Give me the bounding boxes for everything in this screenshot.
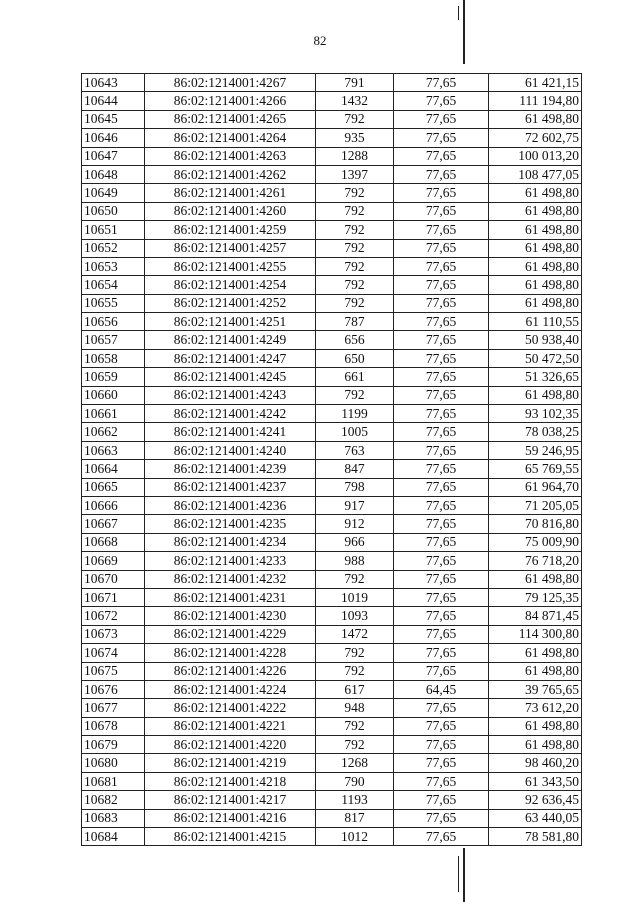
cadastral-number-cell: 86:02:1214001:4265 [145, 110, 316, 128]
row-number-cell: 10682 [82, 791, 145, 809]
amount-cell: 61 964,70 [489, 478, 582, 496]
scan-artifact-line-top-thin [458, 6, 459, 20]
cadastral-number-cell: 86:02:1214001:4243 [145, 386, 316, 404]
amount-cell: 93 102,35 [489, 405, 582, 423]
table-row [82, 129, 582, 147]
amount-cell: 108 477,05 [489, 165, 582, 183]
table-row [82, 809, 582, 827]
area-cell: 792 [316, 717, 394, 735]
cadastral-number-cell: 86:02:1214001:4226 [145, 662, 316, 680]
table-row [82, 607, 582, 625]
area-cell: 1093 [316, 607, 394, 625]
rate-cell: 77,65 [394, 239, 489, 257]
area-cell: 798 [316, 478, 394, 496]
rate-cell: 77,65 [394, 349, 489, 367]
cadastral-number-cell: 86:02:1214001:4251 [145, 313, 316, 331]
rate-cell: 77,65 [394, 570, 489, 588]
cadastral-number-cell: 86:02:1214001:4229 [145, 625, 316, 643]
area-cell: 1193 [316, 791, 394, 809]
cadastral-number-cell: 86:02:1214001:4266 [145, 92, 316, 110]
row-number-cell: 10649 [82, 184, 145, 202]
rate-cell: 77,65 [394, 828, 489, 846]
row-number-cell: 10668 [82, 533, 145, 551]
cadastral-number-cell: 86:02:1214001:4220 [145, 736, 316, 754]
amount-cell: 61 498,80 [489, 570, 582, 588]
cadastral-number-cell: 86:02:1214001:4255 [145, 257, 316, 275]
cadastral-number-cell: 86:02:1214001:4242 [145, 405, 316, 423]
rate-cell: 77,65 [394, 662, 489, 680]
amount-cell: 114 300,80 [489, 625, 582, 643]
row-number-cell: 10653 [82, 257, 145, 275]
area-cell: 1019 [316, 588, 394, 606]
rate-cell: 77,65 [394, 294, 489, 312]
area-cell: 792 [316, 386, 394, 404]
area-cell: 792 [316, 276, 394, 294]
table-row [82, 828, 582, 846]
table-row [82, 165, 582, 183]
rate-cell: 77,65 [394, 736, 489, 754]
row-number-cell: 10665 [82, 478, 145, 496]
rate-cell: 77,65 [394, 478, 489, 496]
cadastral-number-cell: 86:02:1214001:4236 [145, 496, 316, 514]
row-number-cell: 10662 [82, 423, 145, 441]
cadastral-number-cell: 86:02:1214001:4267 [145, 74, 316, 92]
area-cell: 792 [316, 570, 394, 588]
row-number-cell: 10675 [82, 662, 145, 680]
row-number-cell: 10656 [82, 313, 145, 331]
row-number-cell: 10671 [82, 588, 145, 606]
area-cell: 617 [316, 680, 394, 698]
area-cell: 948 [316, 699, 394, 717]
row-number-cell: 10647 [82, 147, 145, 165]
table-row [82, 625, 582, 643]
amount-cell: 59 246,95 [489, 441, 582, 459]
row-number-cell: 10670 [82, 570, 145, 588]
table-row [82, 349, 582, 367]
row-number-cell: 10679 [82, 736, 145, 754]
amount-cell: 61 498,80 [489, 110, 582, 128]
row-number-cell: 10680 [82, 754, 145, 772]
area-cell: 1012 [316, 828, 394, 846]
amount-cell: 61 498,80 [489, 202, 582, 220]
amount-cell: 61 498,80 [489, 221, 582, 239]
rate-cell: 77,65 [394, 184, 489, 202]
area-cell: 790 [316, 772, 394, 790]
table-row [82, 423, 582, 441]
amount-cell: 61 110,55 [489, 313, 582, 331]
table-row [82, 717, 582, 735]
amount-cell: 73 612,20 [489, 699, 582, 717]
cadastral-number-cell: 86:02:1214001:4233 [145, 552, 316, 570]
amount-cell: 61 498,80 [489, 239, 582, 257]
row-number-cell: 10658 [82, 349, 145, 367]
table-row [82, 478, 582, 496]
area-cell: 1268 [316, 754, 394, 772]
amount-cell: 63 440,05 [489, 809, 582, 827]
rate-cell: 77,65 [394, 588, 489, 606]
rate-cell: 77,65 [394, 533, 489, 551]
area-cell: 817 [316, 809, 394, 827]
row-number-cell: 10655 [82, 294, 145, 312]
area-cell: 792 [316, 257, 394, 275]
cadastral-number-cell: 86:02:1214001:4239 [145, 460, 316, 478]
scan-artifact-line-bottom [463, 848, 465, 902]
cadastral-number-cell: 86:02:1214001:4262 [145, 165, 316, 183]
area-cell: 1288 [316, 147, 394, 165]
cadastral-number-cell: 86:02:1214001:4218 [145, 772, 316, 790]
row-number-cell: 10672 [82, 607, 145, 625]
rate-cell: 77,65 [394, 809, 489, 827]
cadastral-number-cell: 86:02:1214001:4228 [145, 644, 316, 662]
area-cell: 650 [316, 349, 394, 367]
rate-cell: 77,65 [394, 202, 489, 220]
row-number-cell: 10661 [82, 405, 145, 423]
amount-cell: 61 498,80 [489, 184, 582, 202]
amount-cell: 61 498,80 [489, 736, 582, 754]
table-body [82, 74, 582, 846]
rate-cell: 77,65 [394, 147, 489, 165]
table-row [82, 680, 582, 698]
row-number-cell: 10645 [82, 110, 145, 128]
area-cell: 792 [316, 221, 394, 239]
area-cell: 917 [316, 496, 394, 514]
rate-cell: 77,65 [394, 552, 489, 570]
area-cell: 656 [316, 331, 394, 349]
cadastral-number-cell: 86:02:1214001:4215 [145, 828, 316, 846]
amount-cell: 61 498,80 [489, 662, 582, 680]
row-number-cell: 10650 [82, 202, 145, 220]
amount-cell: 100 013,20 [489, 147, 582, 165]
area-cell: 792 [316, 202, 394, 220]
row-number-cell: 10676 [82, 680, 145, 698]
cadastral-number-cell: 86:02:1214001:4263 [145, 147, 316, 165]
row-number-cell: 10664 [82, 460, 145, 478]
rate-cell: 77,65 [394, 515, 489, 533]
cadastral-number-cell: 86:02:1214001:4249 [145, 331, 316, 349]
cadastral-number-cell: 86:02:1214001:4261 [145, 184, 316, 202]
table-row [82, 276, 582, 294]
table-row [82, 441, 582, 459]
rate-cell: 77,65 [394, 607, 489, 625]
amount-cell: 75 009,90 [489, 533, 582, 551]
area-cell: 1397 [316, 165, 394, 183]
amount-cell: 98 460,20 [489, 754, 582, 772]
row-number-cell: 10674 [82, 644, 145, 662]
rate-cell: 64,45 [394, 680, 489, 698]
scan-artifact-line-bottom-thin [458, 856, 459, 892]
row-number-cell: 10651 [82, 221, 145, 239]
area-cell: 1432 [316, 92, 394, 110]
table-row [82, 202, 582, 220]
cadastral-number-cell: 86:02:1214001:4254 [145, 276, 316, 294]
row-number-cell: 10646 [82, 129, 145, 147]
area-cell: 966 [316, 533, 394, 551]
row-number-cell: 10684 [82, 828, 145, 846]
table-row [82, 496, 582, 514]
row-number-cell: 10659 [82, 368, 145, 386]
rate-cell: 77,65 [394, 386, 489, 404]
amount-cell: 65 769,55 [489, 460, 582, 478]
amount-cell: 79 125,35 [489, 588, 582, 606]
amount-cell: 71 205,05 [489, 496, 582, 514]
area-cell: 912 [316, 515, 394, 533]
cadastral-number-cell: 86:02:1214001:4264 [145, 129, 316, 147]
amount-cell: 84 871,45 [489, 607, 582, 625]
cadastral-number-cell: 86:02:1214001:4240 [145, 441, 316, 459]
row-number-cell: 10648 [82, 165, 145, 183]
cadastral-number-cell: 86:02:1214001:4221 [145, 717, 316, 735]
table-row [82, 405, 582, 423]
row-number-cell: 10663 [82, 441, 145, 459]
table-row [82, 552, 582, 570]
amount-cell: 61 498,80 [489, 386, 582, 404]
area-cell: 791 [316, 74, 394, 92]
row-number-cell: 10654 [82, 276, 145, 294]
scan-artifact-line-top [463, 0, 465, 64]
area-cell: 661 [316, 368, 394, 386]
area-cell: 792 [316, 662, 394, 680]
rate-cell: 77,65 [394, 92, 489, 110]
rate-cell: 77,65 [394, 276, 489, 294]
rate-cell: 77,65 [394, 257, 489, 275]
amount-cell: 61 498,80 [489, 644, 582, 662]
table-row [82, 662, 582, 680]
table-row [82, 239, 582, 257]
rate-cell: 77,65 [394, 331, 489, 349]
amount-cell: 39 765,65 [489, 680, 582, 698]
amount-cell: 51 326,65 [489, 368, 582, 386]
row-number-cell: 10673 [82, 625, 145, 643]
table-row [82, 257, 582, 275]
rate-cell: 77,65 [394, 754, 489, 772]
row-number-cell: 10669 [82, 552, 145, 570]
area-cell: 792 [316, 110, 394, 128]
rate-cell: 77,65 [394, 699, 489, 717]
table-row [82, 147, 582, 165]
table-row [82, 588, 582, 606]
table-row [82, 386, 582, 404]
row-number-cell: 10683 [82, 809, 145, 827]
row-number-cell: 10667 [82, 515, 145, 533]
area-cell: 792 [316, 239, 394, 257]
amount-cell: 61 498,80 [489, 717, 582, 735]
row-number-cell: 10681 [82, 772, 145, 790]
cadastral-number-cell: 86:02:1214001:4234 [145, 533, 316, 551]
table-row [82, 533, 582, 551]
area-cell: 988 [316, 552, 394, 570]
cadastral-number-cell: 86:02:1214001:4216 [145, 809, 316, 827]
amount-cell: 61 498,80 [489, 257, 582, 275]
amount-cell: 61 498,80 [489, 276, 582, 294]
table-row [82, 294, 582, 312]
table-row [82, 515, 582, 533]
table-row [82, 791, 582, 809]
rate-cell: 77,65 [394, 625, 489, 643]
rate-cell: 77,65 [394, 791, 489, 809]
amount-cell: 76 718,20 [489, 552, 582, 570]
table-row [82, 74, 582, 92]
rate-cell: 77,65 [394, 221, 489, 239]
rate-cell: 77,65 [394, 313, 489, 331]
amount-cell: 92 636,45 [489, 791, 582, 809]
rate-cell: 77,65 [394, 460, 489, 478]
area-cell: 787 [316, 313, 394, 331]
rate-cell: 77,65 [394, 644, 489, 662]
cadastral-number-cell: 86:02:1214001:4231 [145, 588, 316, 606]
cadastral-number-cell: 86:02:1214001:4241 [145, 423, 316, 441]
row-number-cell: 10666 [82, 496, 145, 514]
amount-cell: 50 938,40 [489, 331, 582, 349]
cadastral-number-cell: 86:02:1214001:4232 [145, 570, 316, 588]
row-number-cell: 10657 [82, 331, 145, 349]
rate-cell: 77,65 [394, 165, 489, 183]
table-row [82, 644, 582, 662]
cadastral-number-cell: 86:02:1214001:4245 [145, 368, 316, 386]
table-row [82, 460, 582, 478]
cadastral-number-cell: 86:02:1214001:4260 [145, 202, 316, 220]
cadastral-number-cell: 86:02:1214001:4222 [145, 699, 316, 717]
cadastral-number-cell: 86:02:1214001:4257 [145, 239, 316, 257]
amount-cell: 72 602,75 [489, 129, 582, 147]
rate-cell: 77,65 [394, 405, 489, 423]
area-cell: 1472 [316, 625, 394, 643]
rate-cell: 77,65 [394, 110, 489, 128]
table-row [82, 110, 582, 128]
rate-cell: 77,65 [394, 74, 489, 92]
rate-cell: 77,65 [394, 772, 489, 790]
table-row [82, 92, 582, 110]
area-cell: 1005 [316, 423, 394, 441]
table-row [82, 313, 582, 331]
amount-cell: 61 498,80 [489, 294, 582, 312]
table-row [82, 570, 582, 588]
amount-cell: 111 194,80 [489, 92, 582, 110]
cadastral-number-cell: 86:02:1214001:4217 [145, 791, 316, 809]
table-row [82, 699, 582, 717]
table-row [82, 221, 582, 239]
cadastral-number-cell: 86:02:1214001:4224 [145, 680, 316, 698]
rate-cell: 77,65 [394, 423, 489, 441]
row-number-cell: 10678 [82, 717, 145, 735]
area-cell: 1199 [316, 405, 394, 423]
rate-cell: 77,65 [394, 717, 489, 735]
cadastral-number-cell: 86:02:1214001:4219 [145, 754, 316, 772]
area-cell: 763 [316, 441, 394, 459]
rate-cell: 77,65 [394, 129, 489, 147]
amount-cell: 78 038,25 [489, 423, 582, 441]
amount-cell: 61 421,15 [489, 74, 582, 92]
amount-cell: 50 472,50 [489, 349, 582, 367]
cadastral-number-cell: 86:02:1214001:4259 [145, 221, 316, 239]
cadastral-number-cell: 86:02:1214001:4247 [145, 349, 316, 367]
area-cell: 792 [316, 294, 394, 312]
area-cell: 847 [316, 460, 394, 478]
table-row [82, 736, 582, 754]
table-row [82, 754, 582, 772]
cadastral-number-cell: 86:02:1214001:4235 [145, 515, 316, 533]
table-row [82, 368, 582, 386]
row-number-cell: 10660 [82, 386, 145, 404]
amount-cell: 61 343,50 [489, 772, 582, 790]
rate-cell: 77,65 [394, 368, 489, 386]
row-number-cell: 10652 [82, 239, 145, 257]
area-cell: 935 [316, 129, 394, 147]
rate-cell: 77,65 [394, 496, 489, 514]
cadastral-number-cell: 86:02:1214001:4230 [145, 607, 316, 625]
table-row [82, 772, 582, 790]
cadastral-number-cell: 86:02:1214001:4237 [145, 478, 316, 496]
area-cell: 792 [316, 736, 394, 754]
area-cell: 792 [316, 644, 394, 662]
area-cell: 792 [316, 184, 394, 202]
table-row [82, 331, 582, 349]
amount-cell: 70 816,80 [489, 515, 582, 533]
row-number-cell: 10677 [82, 699, 145, 717]
rate-cell: 77,65 [394, 441, 489, 459]
land-parcel-table [81, 73, 582, 846]
row-number-cell: 10643 [82, 74, 145, 92]
page-number: 82 [313, 33, 327, 48]
amount-cell: 78 581,80 [489, 828, 582, 846]
cadastral-number-cell: 86:02:1214001:4252 [145, 294, 316, 312]
row-number-cell: 10644 [82, 92, 145, 110]
table-row [82, 184, 582, 202]
